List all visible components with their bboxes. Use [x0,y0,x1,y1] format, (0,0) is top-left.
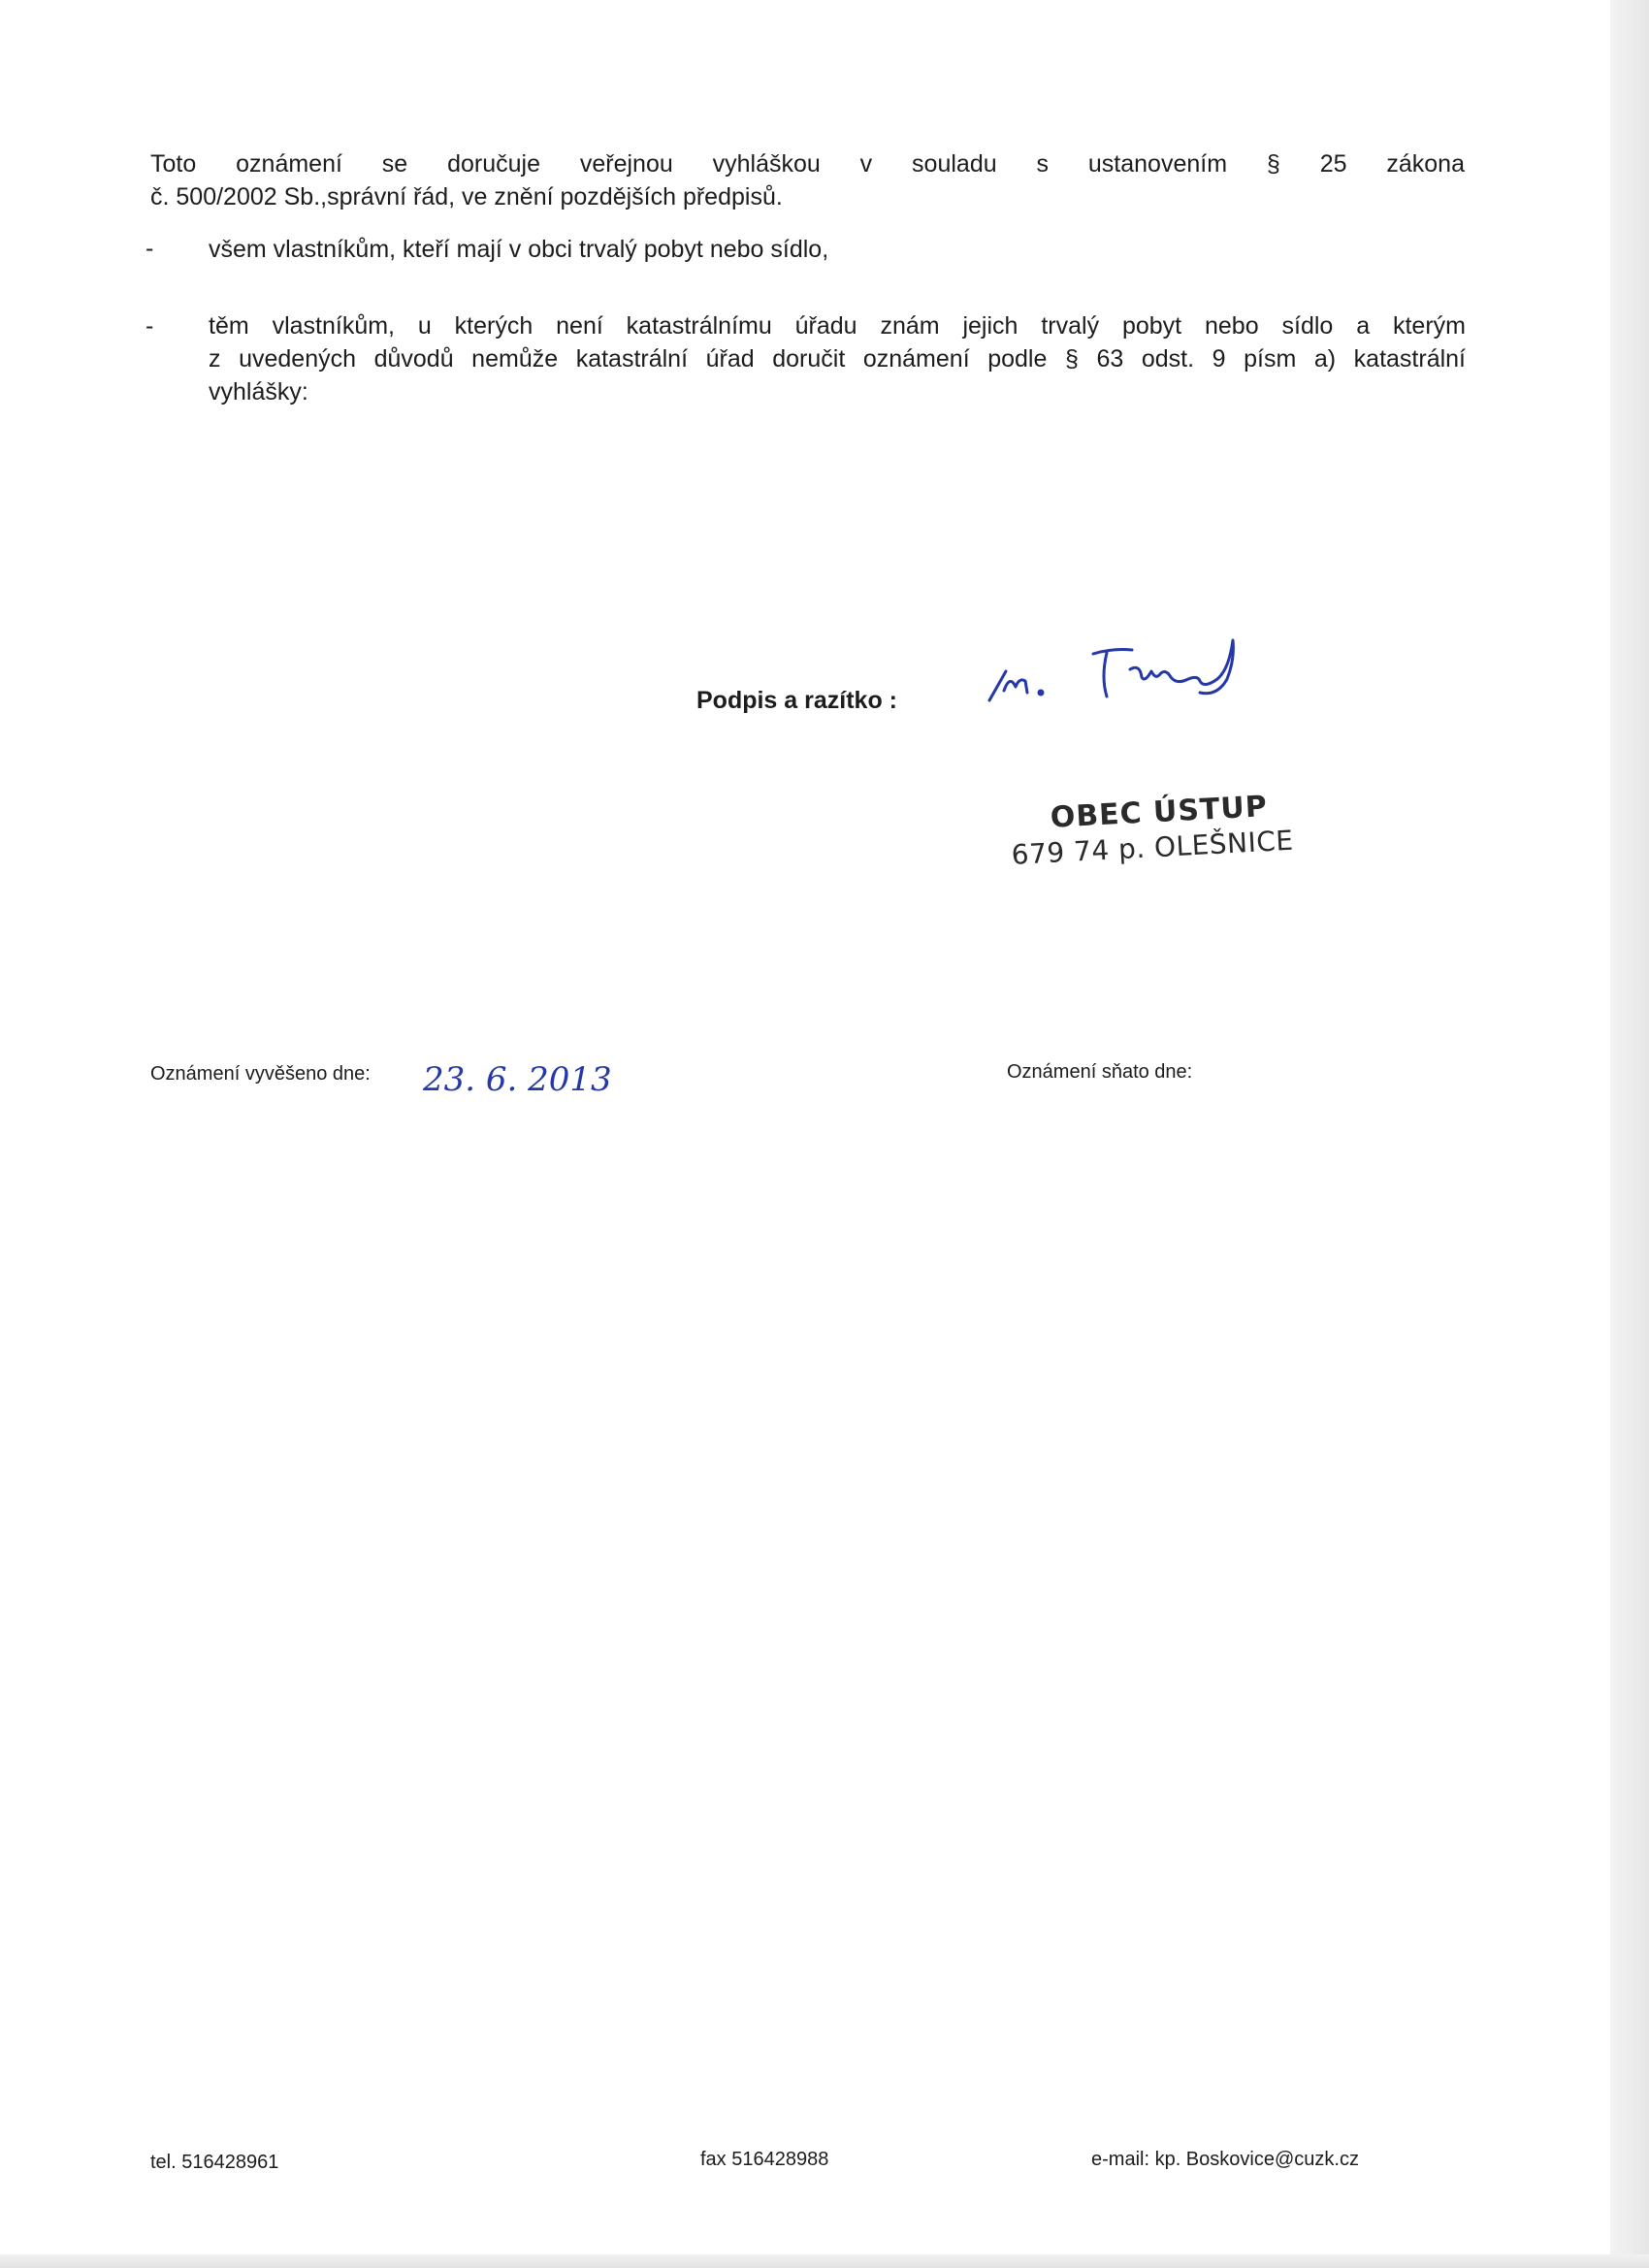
signature-label: Podpis a razítko : [696,687,897,714]
notice-line-2: č. 500/2002 Sb.,správní řád, ve znění pozdějších předpisů. [150,183,783,211]
footer-fax: fax 516428988 [700,2149,829,2170]
scan-bottom-shadow [0,2254,1649,2268]
list-item-1 [209,233,1466,266]
scan-edge-shadow [1610,0,1649,2268]
list-item-1-line-1: všem vlastníkům, kteří mají v obci trvalý pobyt nebo sídlo, [209,236,829,263]
handwritten-posted-date [419,1048,632,1106]
notice-paragraph [150,147,1465,213]
list-item-2 [209,309,1466,408]
handwritten-signature [985,621,1276,718]
list-item-2-line-1: těm vlastníkům, u kterých není katastrálnímu úřadu znám jejich trvalý pobyt nebo sídlo a kterým [209,312,1466,340]
notice-line-1: Toto oznámení se doručuje veřejnou vyhláškou v souladu s ustanovením § 25 zákona [150,150,1465,178]
footer-tel: tel. 516428961 [150,2152,279,2173]
list-bullet-2: - [146,312,154,340]
removed-label: Oznámení sňato dne: [1007,1061,1193,1083]
stamp-line-2: 679 74 p. OLEŠNICE [1010,824,1295,871]
posted-label: Oznámení vyvěšeno dne: [150,1063,371,1085]
list-item-2-line-3: vyhlášky: [209,378,308,405]
list-bullet-1: - [146,235,154,262]
posted-date-text: 23. 6. 2013 [423,1060,612,1099]
footer-email: e-mail: kp. Boskovice@cuzk.cz [1091,2149,1359,2170]
stamp-line-1: OBEC ÚSTUP [1049,790,1269,835]
list-item-2-line-2: z uvedených důvodů nemůže katastrální úřad doručit oznámení podle § 63 odst. 9 písm a) katastrální [209,345,1466,373]
